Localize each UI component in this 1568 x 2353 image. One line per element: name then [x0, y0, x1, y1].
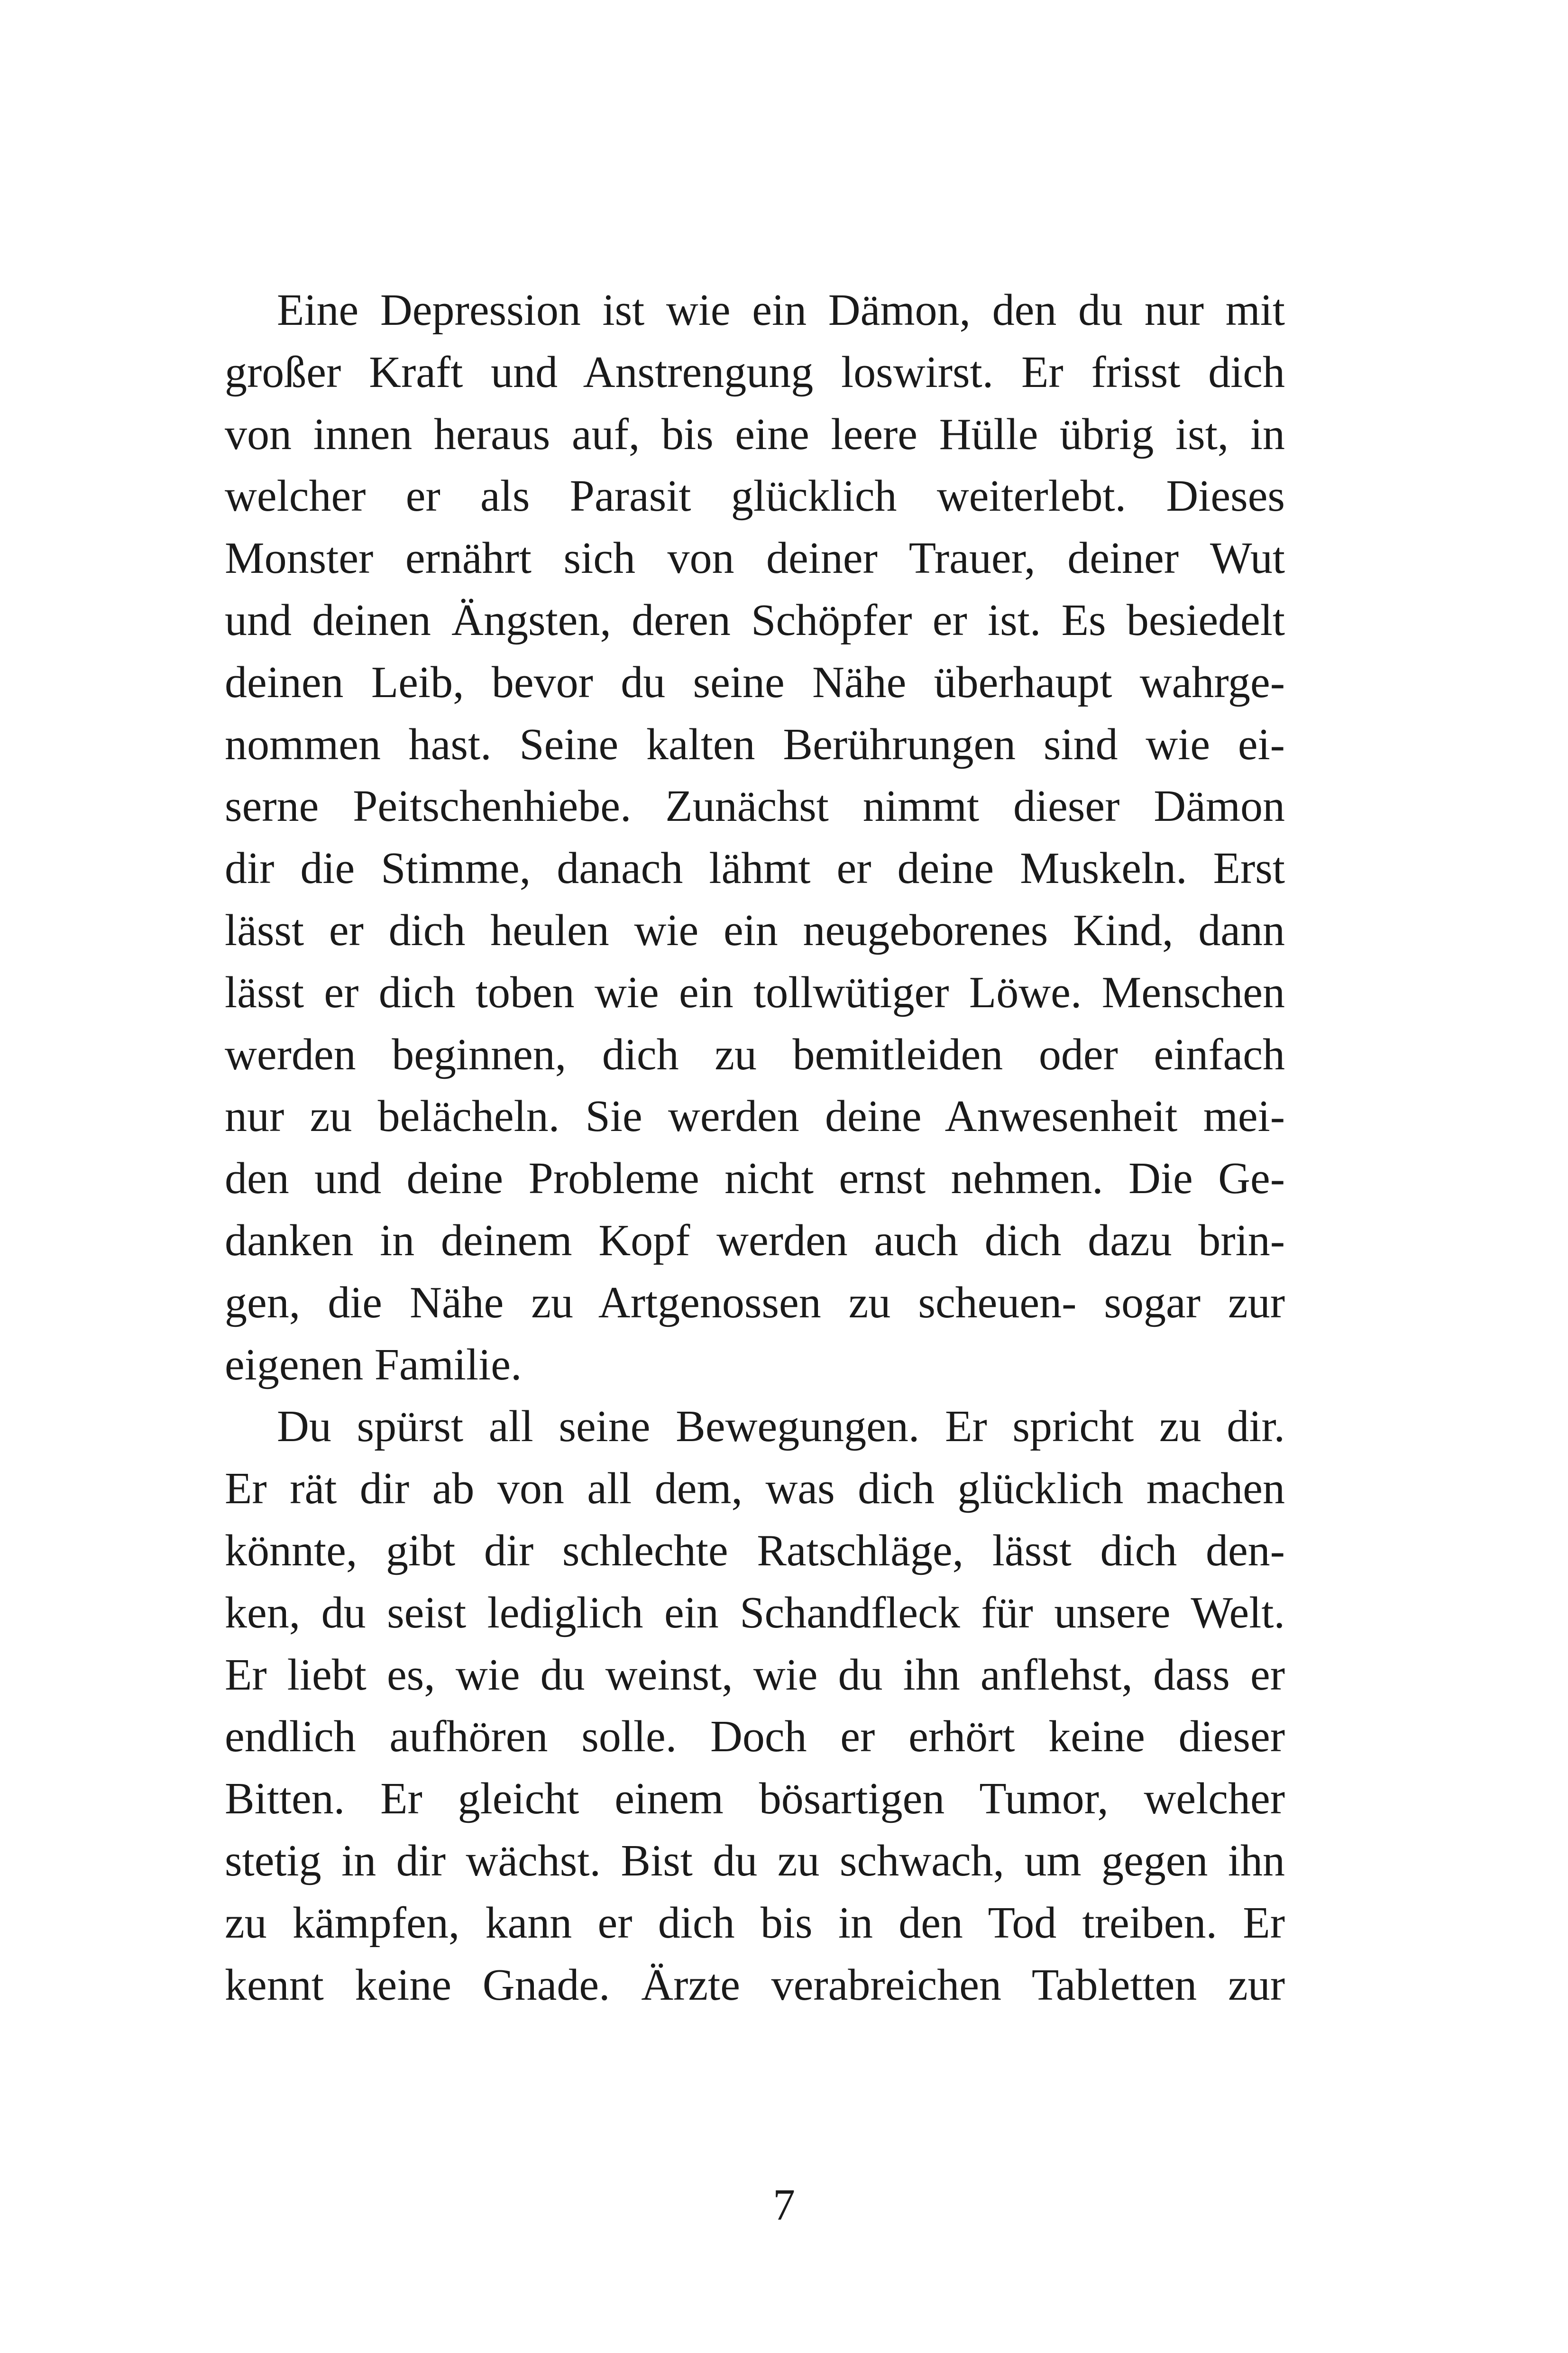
text-line: serne Peitschenhiebe. Zunächst nimmt dieser Dämon — [225, 781, 1285, 831]
text-line: danken in deinem Kopf werden auch dich dazu brin- — [225, 1215, 1285, 1265]
text-line: ken, du seist lediglich ein Schandfleck für unsere Welt. — [225, 1588, 1285, 1637]
text-line: lässt er dich toben wie ein tollwütiger Löwe. Menschen — [225, 967, 1285, 1017]
page-number: 7 — [773, 2180, 795, 2230]
text-line: werden beginnen, dich zu bemitleiden oder einfach — [225, 1029, 1285, 1079]
text-line: großer Kraft und Anstrengung loswirst. Er frisst dich — [225, 347, 1285, 397]
text-line: und deinen Ängsten, deren Schöpfer er ist. Es besiedelt — [225, 595, 1285, 645]
text-line: Monster ernährt sich von deiner Trauer, deiner Wut — [225, 533, 1285, 583]
text-line: endlich aufhören solle. Doch er erhört keine dieser — [225, 1712, 1285, 1762]
text-line: nommen hast. Seine kalten Berührungen sind wie ei- — [225, 719, 1285, 769]
text-line: von innen heraus auf, bis eine leere Hülle übrig ist, in — [225, 409, 1285, 459]
text-line: eigenen Familie. — [225, 1340, 522, 1389]
text-line: dir die Stimme, danach lähmt er deine Muskeln. Erst — [225, 844, 1285, 893]
text-line: kennt keine Gnade. Ärzte verabreichen Tabletten zur — [225, 1960, 1285, 2010]
text-line: lässt er dich heulen wie ein neugeborenes Kind, dann — [225, 905, 1285, 955]
text-line: Er rät dir ab von all dem, was dich glücklich machen — [225, 1464, 1285, 1514]
text-line: Du spürst all seine Bewegungen. Er spricht zu dir. — [277, 1402, 1285, 1452]
text-line: gen, die Nähe zu Artgenossen zu scheuen- sogar zur — [225, 1278, 1285, 1327]
text-line: deinen Leib, bevor du seine Nähe überhaupt wahrge- — [225, 657, 1285, 707]
text-line: Bitten. Er gleicht einem bösartigen Tumor, welcher — [225, 1774, 1285, 1824]
text-line: Eine Depression ist wie ein Dämon, den du nur mit — [277, 285, 1285, 335]
text-line: Er liebt es, wie du weinst, wie du ihn anflehst, dass er — [225, 1650, 1285, 1700]
text-line: nur zu belächeln. Sie werden deine Anwesenheit mei- — [225, 1092, 1285, 1141]
body-text — [225, 279, 1285, 2016]
text-line: welcher er als Parasit glücklich weiterlebt. Dieses — [225, 471, 1285, 521]
text-line: könnte, gibt dir schlechte Ratschläge, lässt dich den- — [225, 1526, 1285, 1575]
text-line: stetig in dir wächst. Bist du zu schwach, um gegen ihn — [225, 1836, 1285, 1885]
text-line: zu kämpfen, kann er dich bis in den Tod treiben. Er — [225, 1898, 1285, 1948]
text-line: den und deine Probleme nicht ernst nehmen. Die Ge- — [225, 1154, 1285, 1204]
